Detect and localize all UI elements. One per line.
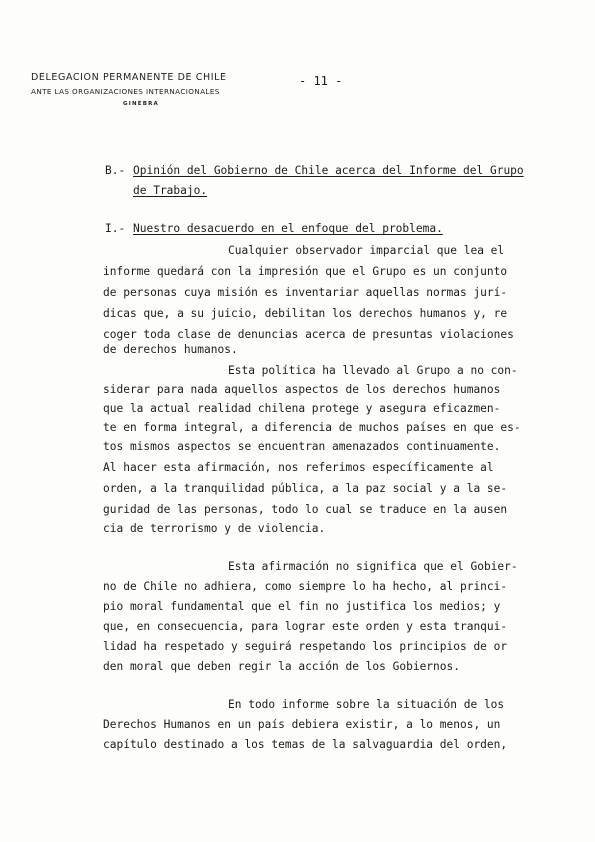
body-line: orden, a la tranquilidad pública, a la paz social y a la se- [103,482,508,495]
body-line: no de Chile no adhiera, como siempre lo ha hecho, al princi- [103,580,508,593]
body-line: tos mismos aspectos se encuentran amenazados continuamente. [103,440,501,453]
body-line: Cualquier observador imparcial que lea el [228,244,505,257]
body-line: Derechos Humanos en un país debiera existir, a lo menos, un [103,718,501,731]
body-line: coger toda clase de denuncias acerca de presuntas violaciones [103,328,514,341]
section-title-line-1: Opinión del Gobierno de Chile acerca del Informe del Grupo [133,164,524,177]
letterhead-line-3: GINEBRA [123,101,160,107]
body-line: de derechos humanos. [103,343,238,356]
body-line: Esta afirmación no significa que el Gobier- [228,560,518,573]
body-line: dicas que, a su juicio, debilitan los derechos humanos y, re [103,307,508,320]
body-line: Al hacer esta afirmación, nos referimos específicamente al [103,461,494,474]
subsection-number: I.- [105,222,126,235]
section-number: B.- [105,164,126,177]
body-line: En todo informe sobre la situación de los [228,698,505,711]
body-line: Esta política ha llevado al Grupo a no con- [228,364,518,377]
body-line: que la actual realidad chilena protege y asegura eficazmen- [103,402,501,415]
subsection-title: Nuestro desacuerdo en el enfoque del problema. [133,222,443,235]
body-line: cia de terrorismo y de violencia. [103,522,326,535]
body-line: te en forma integral, a diferencia de muchos países en que es- [103,421,521,434]
letterhead-line-1: DELEGACION PERMANENTE DE CHILE [31,72,227,83]
page-number: - 11 - [299,74,343,88]
letterhead-line-2: ANTE LAS ORGANIZACIONES INTERNACIONALES [31,87,220,96]
body-line: siderar para nada aquellos aspectos de los derechos humanos [103,383,501,396]
section-title-line-2: de Trabajo. [133,184,208,197]
body-line: guridad de las personas, todo lo cual se traduce en la ausen [103,503,508,516]
body-line: pio moral fundamental que el fin no justifica los medios; y [103,600,501,613]
body-line: informe quedará con la impresión que el Grupo es un conjunto [103,265,508,278]
letterhead [31,72,281,107]
body-line: de personas cuya misión es inventariar aquellas normas jurí- [103,286,508,299]
body-line: lidad ha respetado y seguirá respetando los principios de or [103,640,508,653]
body-line: capítulo destinado a los temas de la salvaguardia del orden, [103,738,508,751]
body-line: den moral que deben regir la acción de los Gobiernos. [103,660,460,673]
body-line: que, en consecuencia, para lograr este orden y esta tranqui- [103,620,508,633]
